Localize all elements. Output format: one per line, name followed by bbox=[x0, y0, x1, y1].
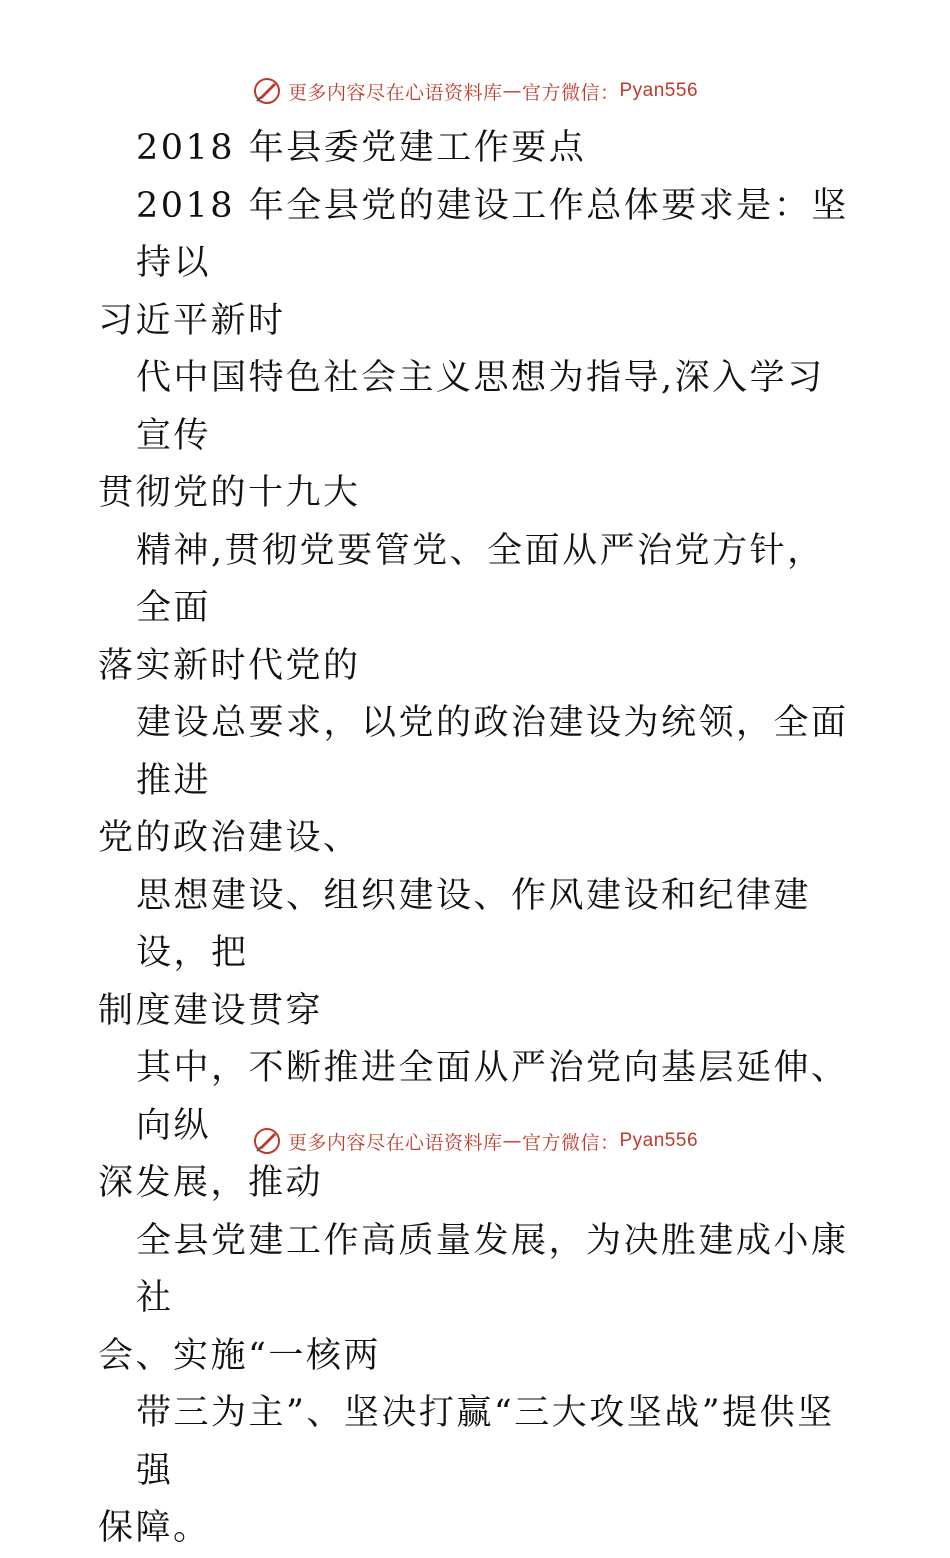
banner-wechat-id: Pyan556 bbox=[619, 80, 699, 101]
paragraph-line: 精神,贯彻党要管党、全面从严治党方针，全面 bbox=[136, 530, 825, 628]
quill-logo-icon bbox=[252, 76, 282, 106]
document-body bbox=[98, 120, 858, 1558]
paragraph-line: 落实新时代党的 bbox=[98, 645, 361, 686]
header-banner bbox=[0, 74, 950, 108]
paragraph-line: 带三为主”、坚决打赢“三大攻坚战”提供坚强 bbox=[136, 1393, 835, 1491]
paragraph-line: 会、实施“一核两 bbox=[98, 1335, 381, 1376]
paragraph-line: 党的政治建设、 bbox=[98, 818, 361, 858]
banner-wechat-label: 官方微信： bbox=[521, 1131, 620, 1154]
banner-wechat-id: Pyan556 bbox=[619, 1130, 699, 1151]
paragraph-line: 其中，不断推进全面从严治党向基层延伸、向纵 bbox=[136, 1048, 849, 1146]
paragraph-line: 保障。 bbox=[98, 1508, 211, 1548]
document-title: 2018 年县委党建工作要点 bbox=[136, 128, 587, 168]
paragraph-line: 习近平新时 bbox=[98, 300, 286, 341]
quill-logo-icon bbox=[252, 1126, 282, 1156]
banner-text: 更多内容尽在心语资料库 bbox=[287, 81, 503, 104]
paragraph-line: 全县党建工作高质量发展，为决胜建成小康社 bbox=[136, 1220, 849, 1318]
paragraph-line: 制度建设贯穿 bbox=[98, 990, 324, 1031]
footer-banner bbox=[0, 1124, 950, 1158]
paragraph-line: 深发展，推动 bbox=[98, 1163, 324, 1203]
paragraph-line: 建设总要求，以党的政治建设为统领，全面推进 bbox=[136, 703, 849, 801]
paragraph-line: 思想建设、组织建设、作风建设和纪律建设，把 bbox=[136, 875, 812, 973]
banner-dash: — bbox=[502, 80, 522, 102]
paragraph-line: 贯彻党的十九大 bbox=[98, 473, 361, 513]
banner-wechat-label: 官方微信： bbox=[521, 81, 620, 104]
banner-text: 更多内容尽在心语资料库 bbox=[287, 1131, 503, 1154]
banner-dash: — bbox=[502, 1130, 522, 1152]
paragraph-line: 2018 年全县党的建设工作总体要求是：坚持以 bbox=[136, 185, 849, 283]
paragraph-line: 代中国特色社会主义思想为指导,深入学习宣传 bbox=[136, 358, 825, 456]
